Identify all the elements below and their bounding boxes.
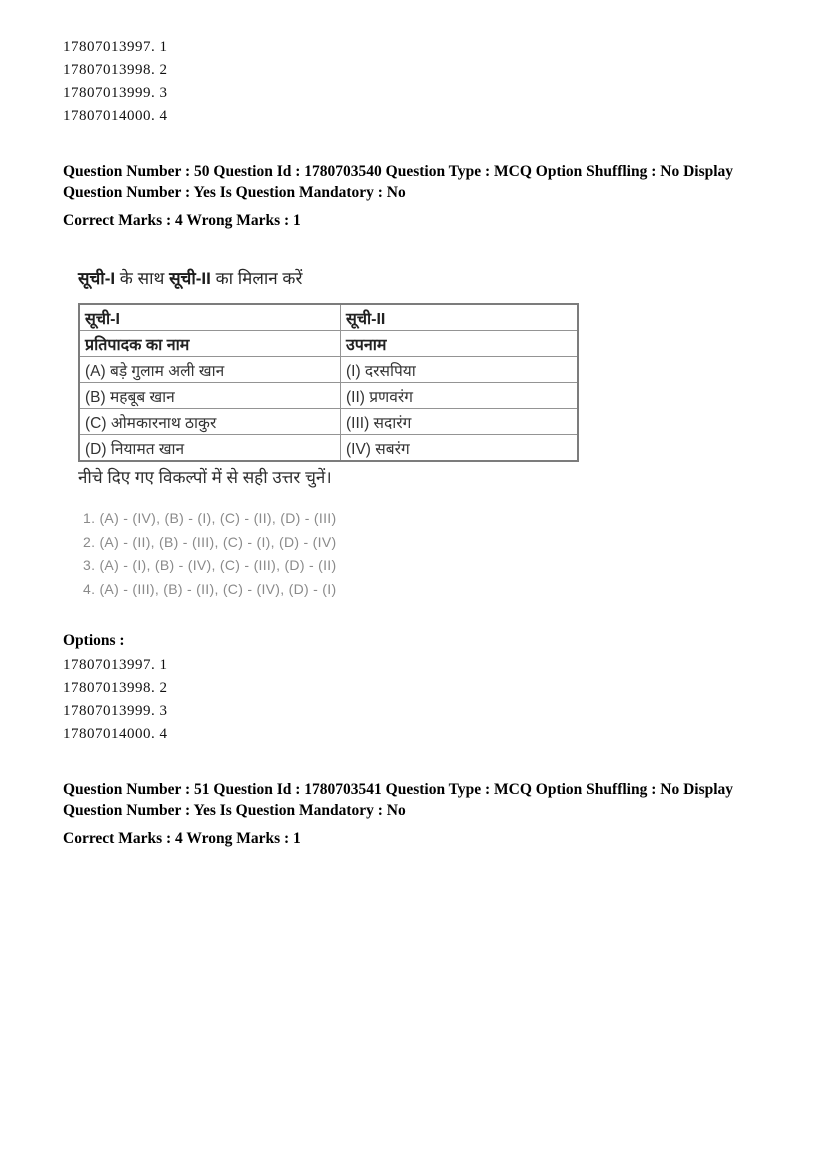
- option-id-line: 17807013999. 3: [63, 85, 168, 101]
- table-subheader-right: उपनाम: [341, 331, 579, 357]
- option-id-line: 17807013999. 3: [63, 703, 168, 719]
- table-cell-left: (A) बड़े गुलाम अली खान: [79, 357, 341, 383]
- question-title: [78, 266, 786, 289]
- question-51-meta-line-1: Question Number : 51 Question Id : 1780703541 Question Type : MCQ Option Shuffling : No Display: [63, 781, 734, 798]
- table-cell-left: (C) ओमकारनाथ ठाकुर: [79, 409, 341, 435]
- question-50-meta-line-2: Question Number : Yes Is Question Mandatory : No: [63, 184, 406, 201]
- title-list1-label: सूची-I: [78, 269, 116, 288]
- question-50-marks-line: Correct Marks : 4 Wrong Marks : 1: [63, 212, 301, 229]
- question-51-meta: [63, 779, 763, 849]
- choice-line-4: 4. (A) - (III), (B) - (II), (C) - (IV), (D) - (I): [83, 580, 337, 597]
- question-51-meta-line-2: Question Number : Yes Is Question Mandatory : No: [63, 802, 406, 819]
- table-cell-left: (D) नियामत खान: [79, 435, 341, 462]
- question-50-image: [78, 266, 786, 601]
- choice-line-3: 3. (A) - (I), (B) - (IV), (C) - (III), (D) - (II): [83, 557, 337, 573]
- title-tail-text: का मिलान करें: [210, 269, 303, 288]
- table-cell-right: (IV) सबरंग: [341, 435, 579, 462]
- table-header-list1: सूची-I: [79, 304, 341, 331]
- table-subheader-left: प्रतिपादक का नाम: [79, 331, 341, 357]
- options-section: [63, 630, 786, 746]
- table-cell-right: (I) दरसपिया: [341, 357, 579, 383]
- table-cell-right: (II) प्रणवरंग: [341, 383, 579, 409]
- choice-list: [78, 507, 786, 601]
- title-mid-text: के साथ: [115, 269, 170, 288]
- option-id-list-top: [63, 36, 786, 128]
- question-50-meta: [63, 161, 763, 231]
- question-instruction: नीचे दिए गए विकल्पों में से सही उत्तर चुनें।: [78, 468, 332, 487]
- table-cell-right: (III) सदारंग: [341, 409, 579, 435]
- table-row: [79, 435, 578, 462]
- question-50-meta-line-1: Question Number : 50 Question Id : 1780703540 Question Type : MCQ Option Shuffling : No Display: [63, 163, 734, 180]
- option-id-line: 17807014000. 4: [63, 108, 168, 124]
- options-label: Options :: [63, 632, 125, 649]
- option-id-line: 17807013997. 1: [63, 657, 168, 673]
- table-header-row-2: [79, 331, 578, 357]
- option-id-line: 17807014000. 4: [63, 726, 168, 742]
- table-header-list2: सूची-II: [341, 304, 579, 331]
- table-row: [79, 383, 578, 409]
- question-51-marks-line: Correct Marks : 4 Wrong Marks : 1: [63, 830, 301, 847]
- table-row: [79, 409, 578, 435]
- option-id-line: 17807013997. 1: [63, 39, 168, 55]
- option-id-line: 17807013998. 2: [63, 680, 168, 696]
- option-id-line: 17807013998. 2: [63, 62, 168, 78]
- match-table: [78, 303, 579, 462]
- choice-line-2: 2. (A) - (II), (B) - (III), (C) - (I), (D) - (IV): [83, 533, 337, 550]
- table-cell-left: (B) महबूब खान: [79, 383, 341, 409]
- choice-line-1: 1. (A) - (IV), (B) - (I), (C) - (II), (D) - (III): [83, 510, 337, 526]
- table-header-row-1: [79, 304, 578, 331]
- table-row: [79, 357, 578, 383]
- title-list2-label: सूची-II: [169, 269, 211, 288]
